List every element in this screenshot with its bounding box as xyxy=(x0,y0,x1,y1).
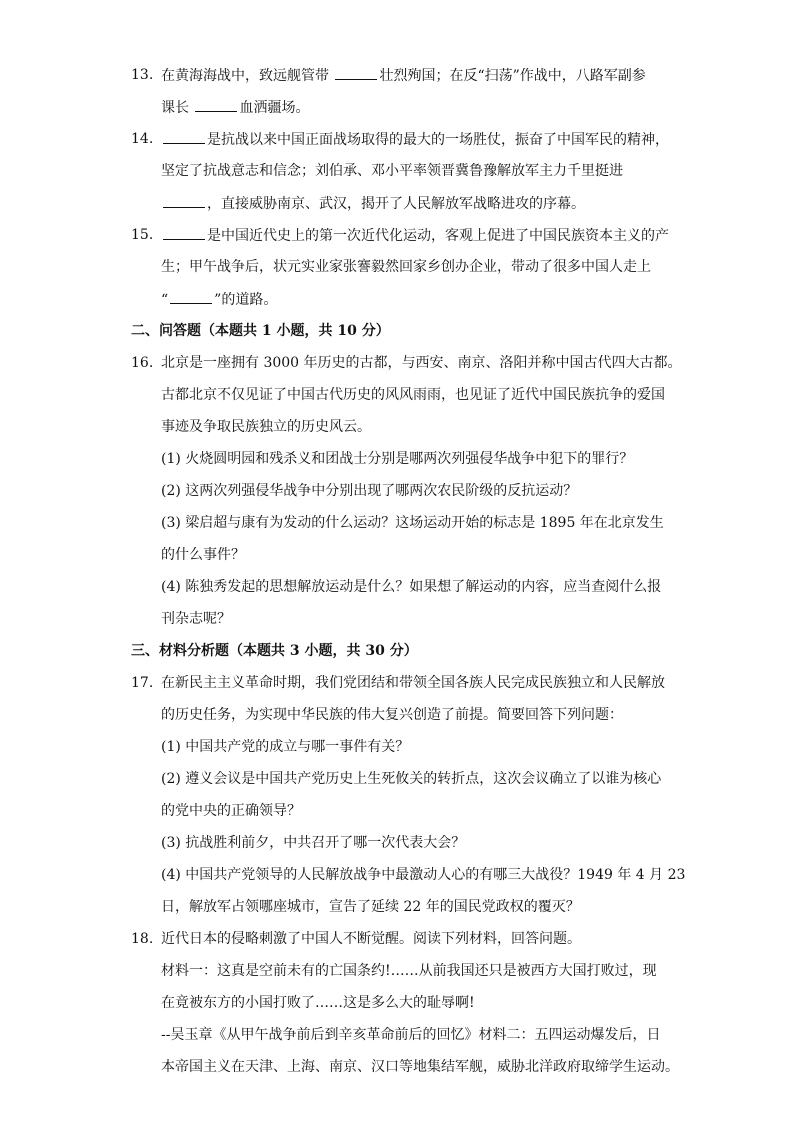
text-line xyxy=(161,257,651,277)
text-line xyxy=(161,1025,660,1045)
text-segment: (3) 抗战胜利前夕，中共召开了哪一次代表大会？ xyxy=(161,835,466,851)
text-segment: 的历史任务，为实现中华民族的伟大复兴创造了前提。简要回答下列问题： xyxy=(161,707,623,723)
text-segment: ”的道路。 xyxy=(214,292,278,308)
text-line xyxy=(161,449,633,469)
text-segment: (4) 陈独秀发起的思想解放运动是什么？如果想了解运动的内容，应当查阅什么报 xyxy=(161,579,662,595)
text-segment: 坚定了抗战意志和信念；刘伯承、邓小平率领晋冀鲁豫解放军主力千里挺进 xyxy=(161,163,623,179)
fill-blank xyxy=(163,225,205,240)
text-line xyxy=(161,1057,679,1077)
text-line xyxy=(161,801,301,821)
text-line xyxy=(161,97,309,118)
text-line xyxy=(161,673,665,693)
fill-blank xyxy=(170,289,212,304)
text-segment: 的党中央的正确领导？ xyxy=(161,803,301,819)
text-segment: 是抗战以来中国正面战场取得的最大的一场胜仗，振奋了中国军民的精神， xyxy=(207,132,669,148)
text-segment: 事迹及争取民族独立的历史风云。 xyxy=(161,419,371,435)
question-number: 15. xyxy=(131,227,154,243)
text-line xyxy=(161,513,664,533)
text-line xyxy=(161,609,231,629)
text-line xyxy=(161,193,585,214)
text-segment: 近代日本的侵略刺激了中国人不断觉醒。阅读下列材料，回答问题。 xyxy=(161,931,581,947)
text-line xyxy=(161,289,277,310)
text-line xyxy=(161,993,475,1013)
text-segment: (3) 梁启超与康有为发动的什么运动？这场运动开始的标志是 1895 年在北京发生 xyxy=(161,515,664,531)
text-segment: 在新民主主义革命时期，我们党团结和带领全国各族人民完成民族独立和人民解放 xyxy=(161,675,665,691)
question-number: 16. xyxy=(131,355,154,371)
text-line xyxy=(161,353,682,373)
text-line xyxy=(161,65,646,86)
question-number: 13. xyxy=(131,67,154,83)
text-segment: 本帝国主义在天津、上海、南京、汉口等地集结军舰，威胁北洋政府取缔学生运动。 xyxy=(161,1059,679,1075)
text-line xyxy=(161,769,661,789)
section-heading: 三、材料分析题（本题共 3 小题，共 30 分） xyxy=(131,643,418,659)
fill-blank xyxy=(195,97,237,112)
text-line xyxy=(161,577,661,597)
text-segment: 壮烈殉国；在反“扫荡”作战中，八路军副参 xyxy=(379,68,646,84)
text-line xyxy=(161,833,465,853)
section-heading: 二、问答题（本题共 1 小题，共 10 分） xyxy=(131,323,390,339)
text-segment: 材料一：这真是空前未有的亡国条约!……从前我国还只是被西方大国打败过，现 xyxy=(161,963,657,979)
fill-blank xyxy=(163,129,205,144)
text-line xyxy=(161,129,669,150)
text-segment: (1) 中国共产党的成立与哪一事件有关？ xyxy=(161,739,410,755)
text-segment: 课长 xyxy=(161,100,194,116)
text-line xyxy=(161,385,665,405)
text-line xyxy=(161,161,623,181)
text-line xyxy=(161,897,580,917)
fill-blank xyxy=(163,193,205,208)
question-number: 14. xyxy=(131,131,154,147)
text-segment: ，直接威胁南京、武汉，揭开了人民解放军战略进攻的序幕。 xyxy=(207,196,585,212)
text-line xyxy=(161,961,657,981)
text-line xyxy=(161,545,245,565)
text-segment: --吴玉章《从甲午战争前后到辛亥革命前后的回忆》材料二：五四运动爆发后，日 xyxy=(161,1027,661,1043)
text-line xyxy=(161,481,577,501)
text-segment: 刊杂志呢？ xyxy=(161,611,231,627)
question-number: 17. xyxy=(131,675,154,691)
text-segment: 北京是一座拥有 3000 年历史的古都，与西安、南京、洛阳并称中国古代四大古都。 xyxy=(161,355,682,371)
text-segment: (1) 火烧圆明园和残杀义和团战士分别是哪两次列强侵华战争中犯下的罪行？ xyxy=(161,451,634,467)
text-line xyxy=(161,737,409,757)
text-segment: (2) 遵义会议是中国共产党历史上生死攸关的转折点，这次会议确立了以谁为核心 xyxy=(161,771,662,787)
text-line xyxy=(161,417,371,437)
fill-blank xyxy=(335,65,377,80)
text-line xyxy=(161,225,669,246)
question-number: 18. xyxy=(131,931,154,947)
text-segment: (4) 中国共产党领导的人民解放战争中最激动人心的有哪三大战役？1949 年 4 月 23 xyxy=(161,867,686,883)
text-segment: 在黄海海战中，致远舰管带 xyxy=(161,68,334,84)
text-segment: 在竟被东方的小国打败了……这是多么大的耻辱啊! xyxy=(161,995,475,1011)
text-segment: “ xyxy=(161,292,169,308)
text-segment: 是中国近代史上的第一次近代化运动，客观上促进了中国民族资本主义的产 xyxy=(207,228,669,244)
text-line xyxy=(161,929,581,949)
text-line xyxy=(161,705,623,725)
text-segment: 日，解放军占领哪座城市，宣告了延续 22 年的国民党政权的覆灭？ xyxy=(161,899,580,915)
text-segment: 的什么事件？ xyxy=(161,547,245,563)
text-segment: 血洒疆场。 xyxy=(239,100,310,116)
text-segment: (2) 这两次列强侵华战争中分别出现了哪两次农民阶级的反抗运动？ xyxy=(161,483,578,499)
text-segment: 生；甲午战争后，状元实业家张謇毅然回家乡创办企业，带动了很多中国人走上 xyxy=(161,259,651,275)
text-segment: 古都北京不仅见证了中国古代历史的风风雨雨，也见证了近代中国民族抗争的爱国 xyxy=(161,387,665,403)
text-line xyxy=(161,865,685,885)
